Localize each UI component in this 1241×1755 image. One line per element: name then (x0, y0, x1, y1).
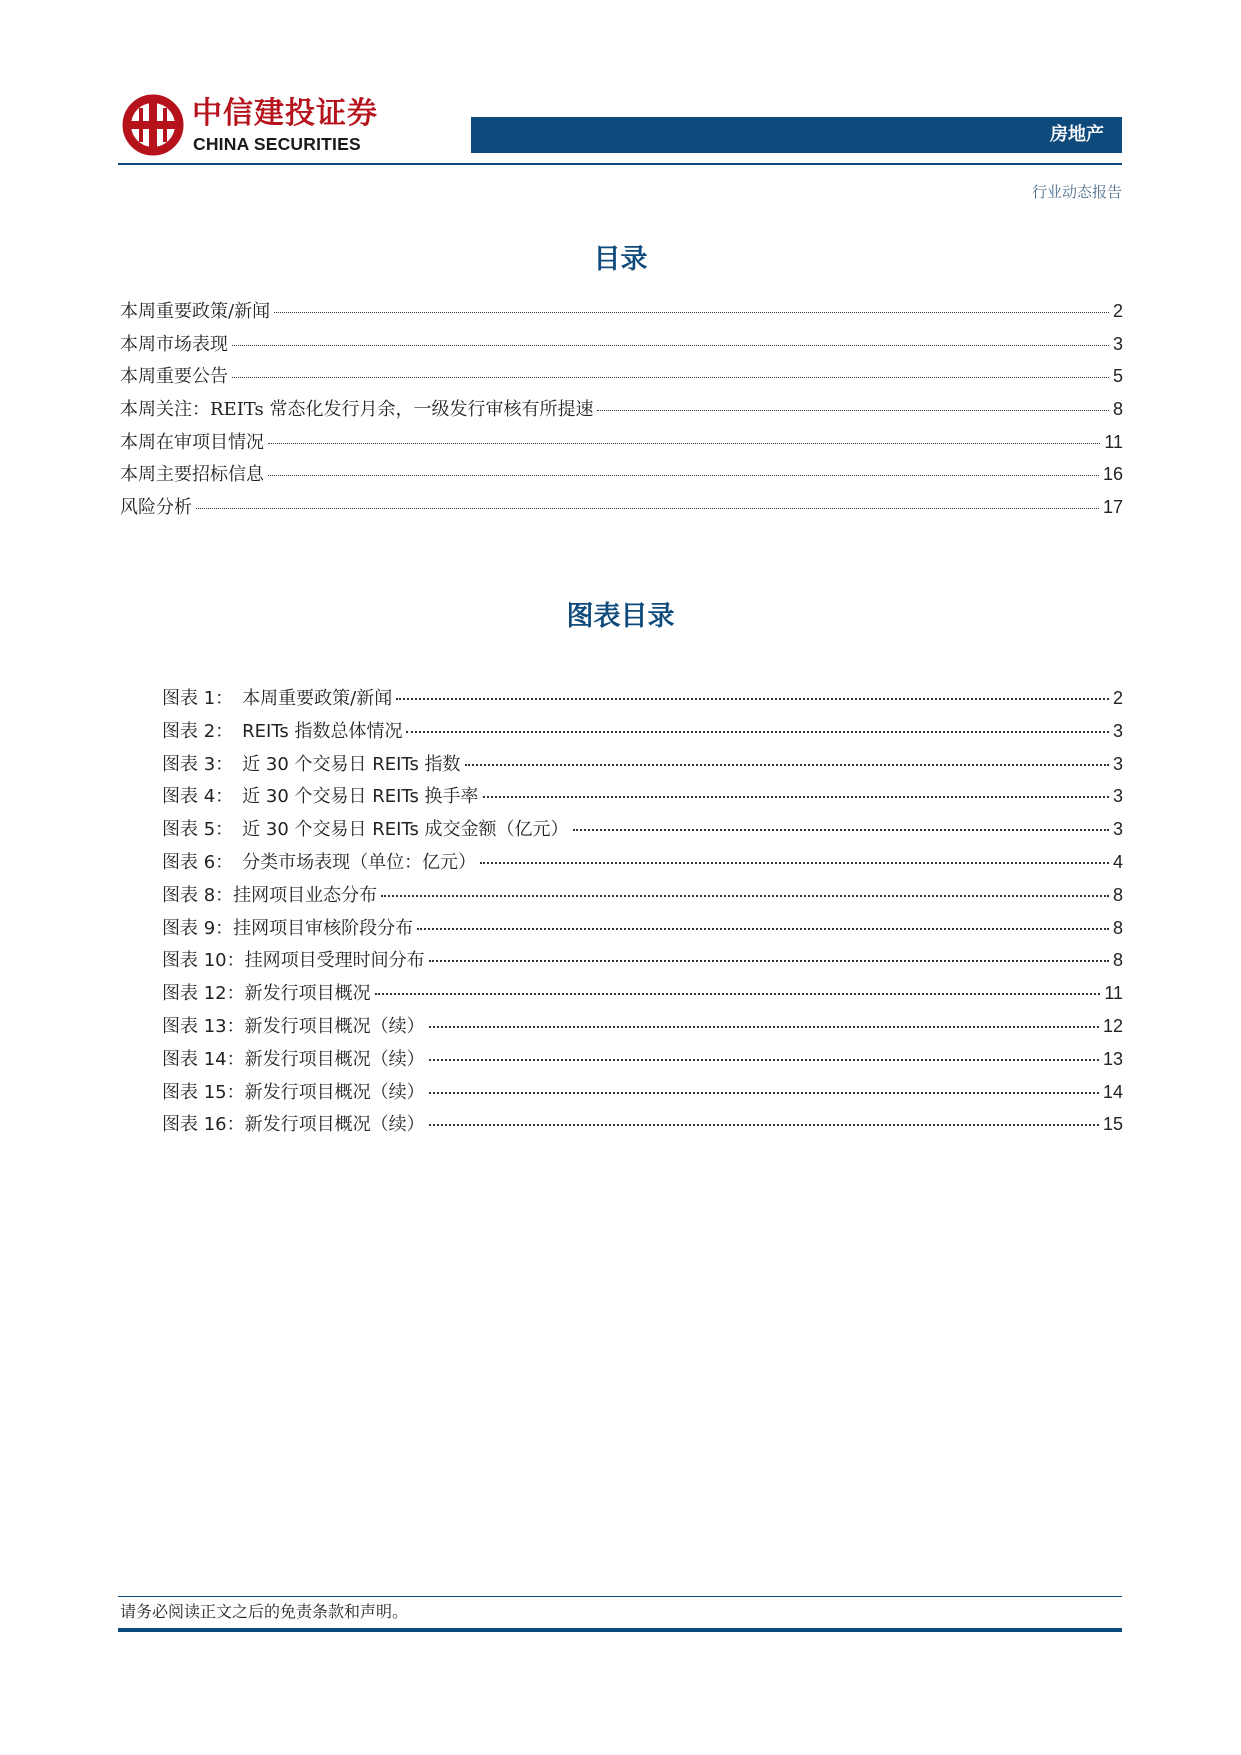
dot-leader (480, 862, 1109, 864)
figure-entry-page: 3 (1112, 753, 1123, 774)
dot-leader (196, 508, 1099, 509)
company-name-en: CHINA SECURITIES (193, 134, 361, 154)
company-logo-icon (122, 94, 184, 156)
dot-leader (268, 475, 1099, 476)
figure-entry-label: 图表 2： REITs 指数总体情况 (162, 720, 403, 742)
footer-divider (118, 1596, 1122, 1597)
toc-entry[interactable] (120, 297, 1123, 330)
figure-entry[interactable] (162, 1078, 1123, 1111)
toc-entry[interactable] (120, 362, 1123, 395)
figure-entry-label: 图表 4： 近 30 个交易日 REITs 换手率 (162, 786, 479, 808)
company-name-cn: 中信建投证券 (192, 96, 378, 131)
figure-entry-label: 图表 9：挂网项目审核阶段分布 (162, 917, 414, 939)
dot-leader (274, 312, 1109, 313)
toc-entry-label: 本周关注：REITs 常态化发行月余，一级发行审核有所提速 (120, 399, 594, 421)
figure-entry[interactable] (162, 914, 1123, 947)
figure-entry-label: 图表 3： 近 30 个交易日 REITs 指数 (162, 753, 461, 775)
toc-entry[interactable] (120, 330, 1123, 363)
figures-title: 图表目录 (566, 601, 675, 632)
figure-entry-label: 图表 5： 近 30 个交易日 REITs 成交金额（亿元） (162, 819, 569, 841)
figure-entry[interactable] (162, 684, 1123, 717)
footer-bar (118, 1628, 1122, 1632)
dot-leader (465, 764, 1109, 766)
report-type: 行业动态报告 (1031, 183, 1122, 201)
toc-title: 目录 (593, 244, 648, 275)
figure-entry-page: 3 (1112, 720, 1123, 741)
figure-entry-label: 图表 8：挂网项目业态分布 (162, 884, 378, 906)
figure-entry-page: 3 (1112, 786, 1123, 807)
toc-entry-label: 本周重要政策/新闻 (120, 301, 271, 322)
dot-leader (417, 928, 1109, 930)
dot-leader (597, 410, 1109, 411)
toc-entry-label: 本周市场表现 (120, 333, 228, 355)
figure-entry-page: 2 (1112, 688, 1123, 708)
toc-entry-page: 5 (1112, 366, 1123, 387)
dot-leader (573, 829, 1109, 831)
figure-entry-page: 8 (1112, 884, 1123, 905)
toc-entry-page: 2 (1112, 301, 1123, 321)
figure-entry-label: 图表 12：新发行项目概况 (162, 983, 371, 1005)
toc-entry-label: 风险分析 (120, 497, 192, 519)
dot-leader (232, 377, 1109, 378)
figure-entry-label: 图表 1： 本周重要政策/新闻 (162, 688, 393, 709)
figure-entry-page: 3 (1112, 819, 1123, 840)
dot-leader (429, 960, 1109, 962)
dot-leader (268, 443, 1100, 444)
toc-entry[interactable] (120, 460, 1123, 493)
dot-leader (232, 345, 1109, 346)
dot-leader (483, 796, 1109, 798)
disclaimer-note: 请务必阅读正文之后的免责条款和声明。 (120, 1602, 409, 1621)
toc-entry-label: 本周在审项目情况 (120, 431, 264, 453)
sector-label: 房地产 (1050, 124, 1104, 145)
figure-entry-page: 8 (1112, 917, 1123, 938)
figure-entry-page: 11 (1104, 983, 1123, 1004)
dot-leader (406, 731, 1109, 733)
toc-entry-page: 8 (1112, 399, 1123, 420)
dot-leader (396, 698, 1109, 700)
toc-entry-page: 16 (1102, 464, 1123, 485)
toc-entry[interactable] (120, 428, 1123, 461)
toc-entry-label: 本周重要公告 (120, 366, 228, 388)
toc-entry-page: 11 (1104, 431, 1123, 452)
dot-leader (429, 1026, 1099, 1028)
figure-entry-page: 12 (1102, 1015, 1123, 1036)
figure-entry-page: 14 (1102, 1081, 1123, 1102)
figure-entry-label: 图表 10：挂网项目受理时间分布 (162, 950, 425, 972)
toc-entry[interactable] (120, 395, 1123, 428)
toc-entry-page: 3 (1112, 333, 1123, 354)
figures-list (162, 684, 1123, 1143)
header-divider (118, 163, 1122, 165)
toc-entry-page: 17 (1102, 497, 1123, 518)
dot-leader (381, 895, 1109, 897)
dot-leader (375, 993, 1101, 995)
dot-leader (429, 1092, 1099, 1094)
figure-entry[interactable] (162, 1045, 1123, 1078)
figure-entry[interactable] (162, 979, 1123, 1012)
dot-leader (429, 1059, 1099, 1061)
toc-entry-label: 本周主要招标信息 (120, 464, 264, 486)
figure-entry-page: 15 (1102, 1114, 1123, 1135)
figure-entry[interactable] (162, 881, 1123, 914)
figure-entry[interactable] (162, 1012, 1123, 1045)
figure-entry-page: 4 (1112, 851, 1123, 872)
figure-entry[interactable] (162, 1110, 1123, 1143)
figure-entry[interactable] (162, 750, 1123, 783)
toc-entry[interactable] (120, 493, 1123, 526)
figure-entry-label: 图表 14：新发行项目概况（续） (162, 1048, 425, 1070)
figure-entry[interactable] (162, 782, 1123, 815)
dot-leader (429, 1124, 1099, 1126)
figure-entry[interactable] (162, 815, 1123, 848)
figure-entry-label: 图表 6： 分类市场表现（单位：亿元） (162, 851, 477, 873)
figure-entry[interactable] (162, 848, 1123, 881)
figure-entry-label: 图表 16：新发行项目概况（续） (162, 1114, 425, 1136)
toc-list (120, 297, 1123, 526)
sector-banner (471, 117, 1122, 153)
figure-entry-label: 图表 15：新发行项目概况（续） (162, 1081, 425, 1103)
figure-entry-page: 13 (1102, 1048, 1123, 1069)
figure-entry-label: 图表 13：新发行项目概况（续） (162, 1015, 425, 1037)
figure-entry-page: 8 (1112, 950, 1123, 971)
figure-entry[interactable] (162, 946, 1123, 979)
figure-entry[interactable] (162, 717, 1123, 750)
